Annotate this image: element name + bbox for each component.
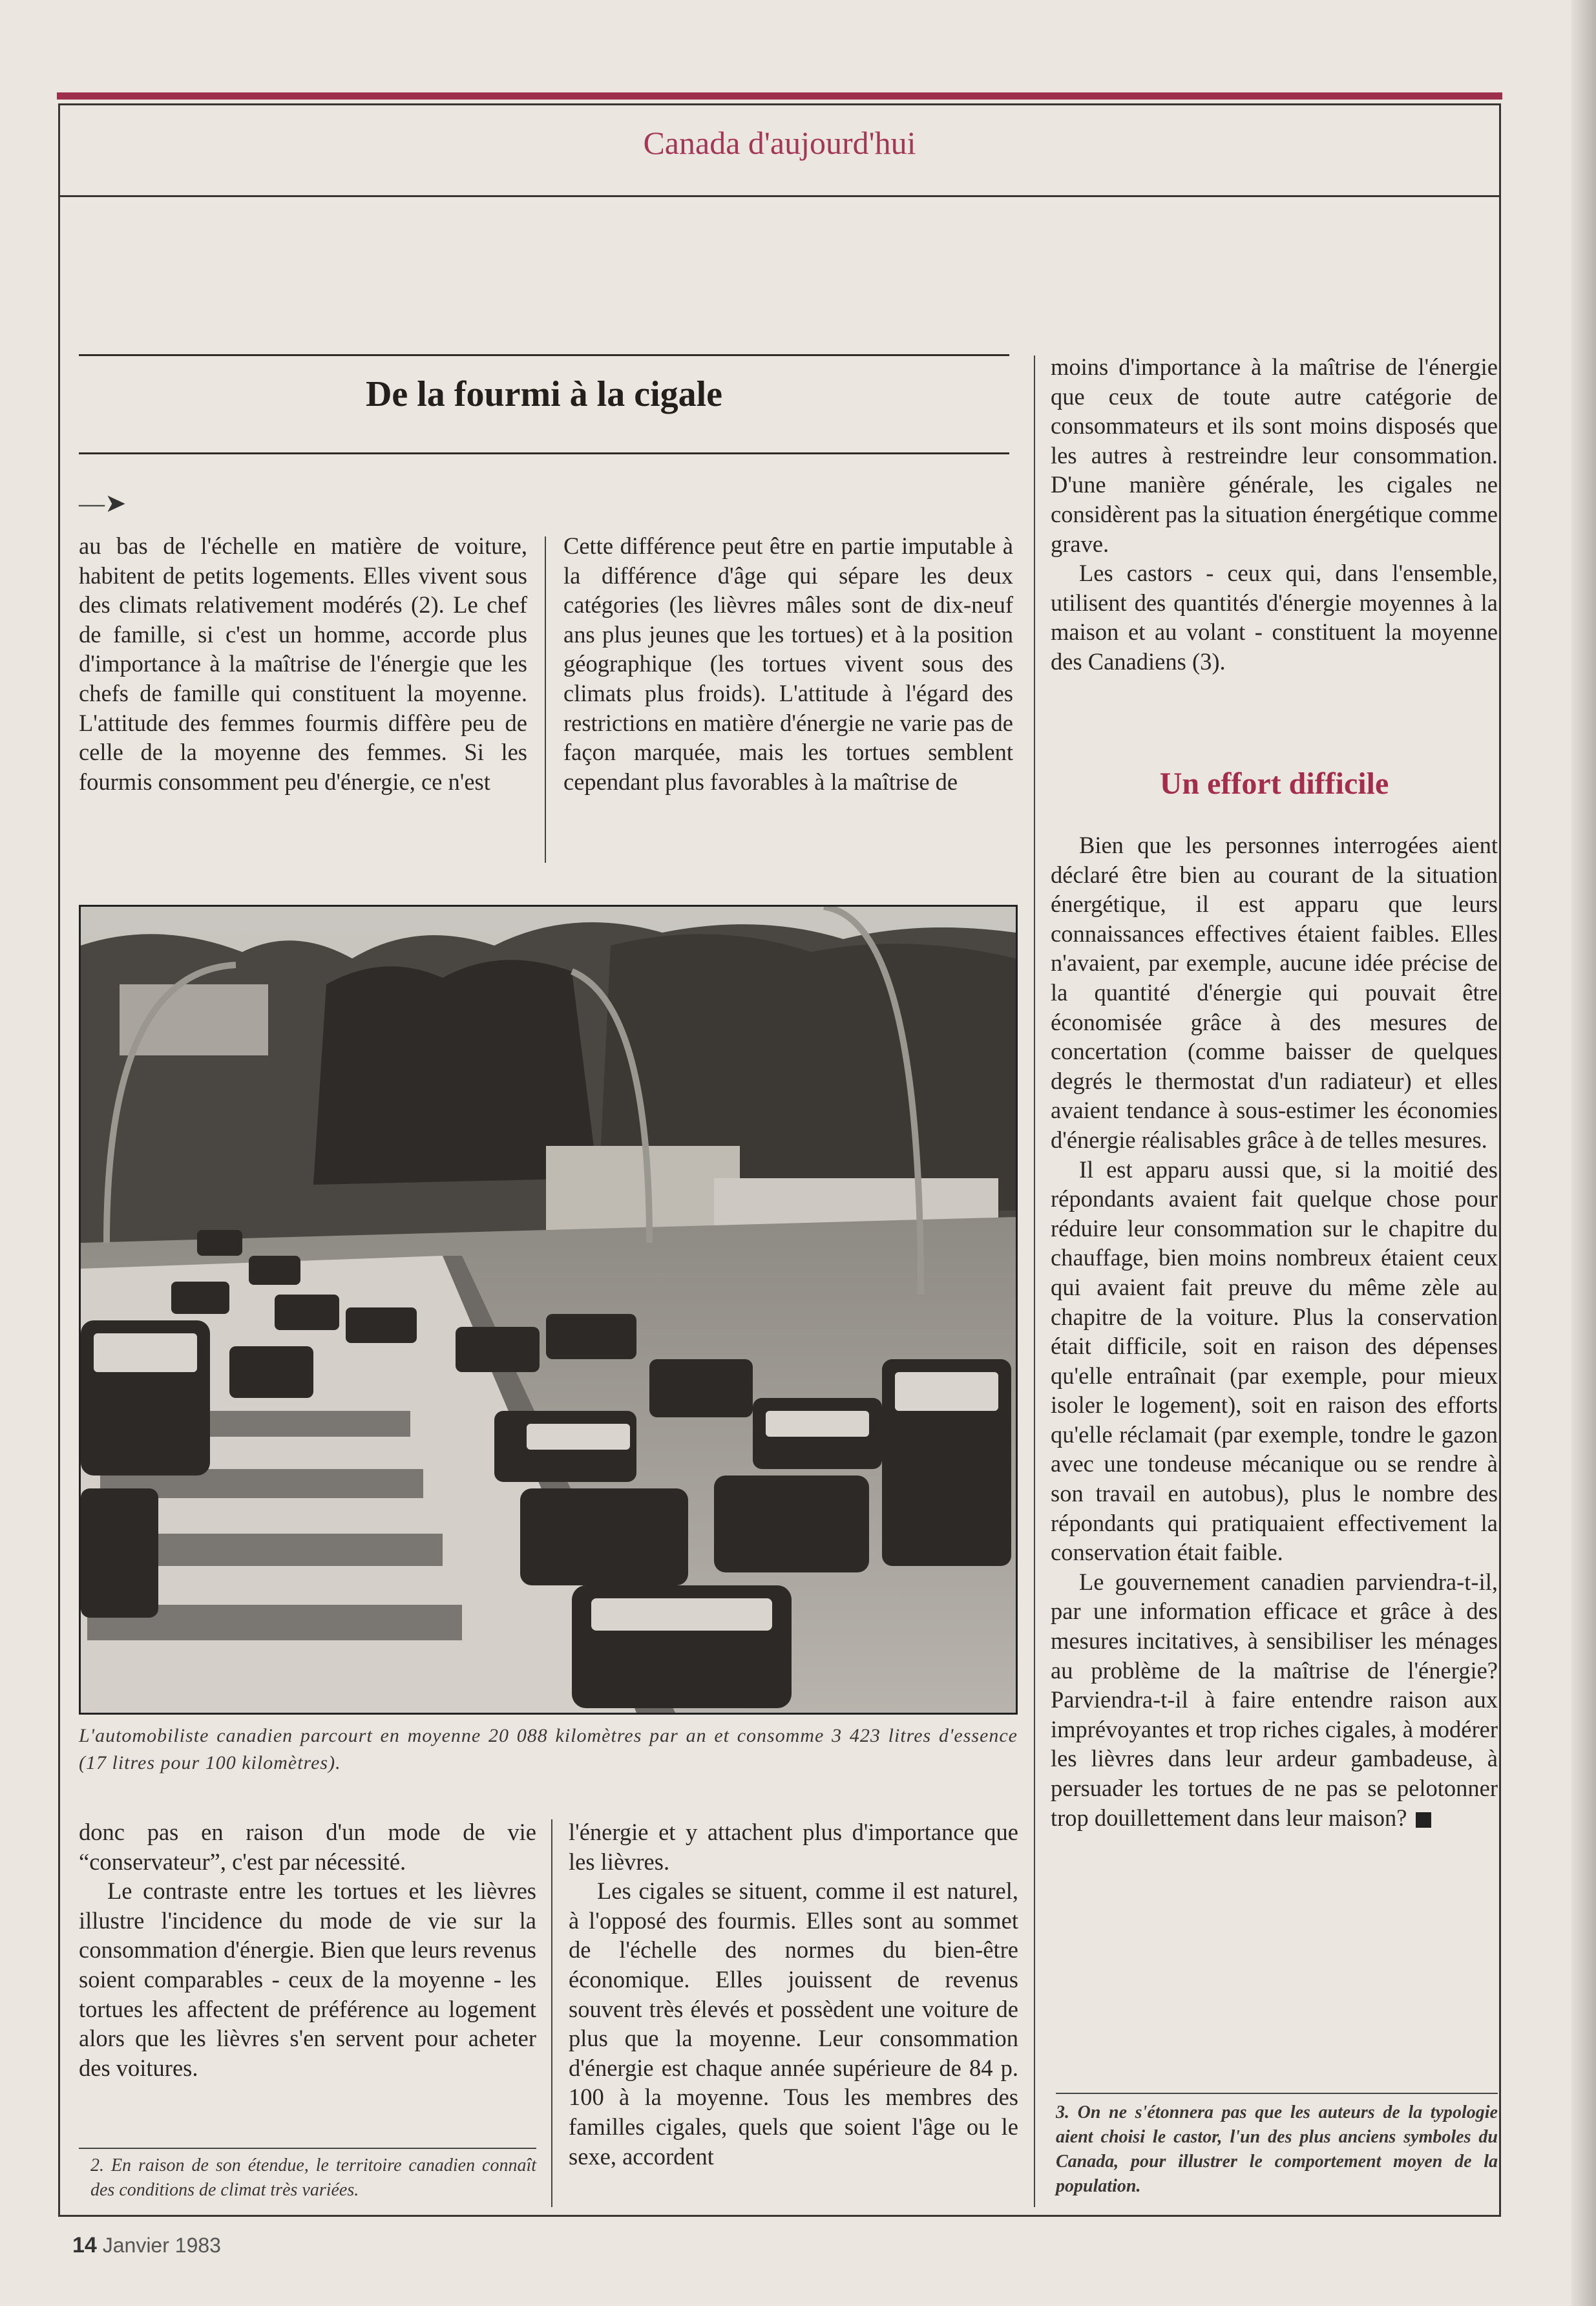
page-edge-shadow (1571, 0, 1596, 2306)
paragraph: Il est apparu aussi que, si la moitié des répondants avaient fait quelque chose pour réduire leur consommation sur le chapitre du chauffage, bien moins nombreux étaient ceux qui avaient fait preuve du même zèle au chapitre de la voiture. Plus la conservation était difficile, soit en raison des dépenses qu'elle entraînait (par exemple, pour mieux isoler le logement), soit en raison des efforts qu'elle réclamait (par exemple, tondre le gazon avec une tondeuse mécanique ou se rendre à son travail en autobus), plus le nombre des répondants qui pratiquaient effectivement la conservation était faible. (1051, 1156, 1498, 1566)
title-rule-bottom (79, 452, 1009, 454)
footnote-rule (1056, 2093, 1498, 2094)
column-divider (545, 536, 546, 863)
column-3-lower (1051, 830, 1498, 1832)
column-divider (551, 1819, 552, 2207)
title-rule-top (79, 354, 1009, 356)
paragraph: Le contraste entre les tortues et les lièvres illustre l'incidence du mode de vie sur la consommation d'énergie. Bien que leurs revenus soient comparables - ceux de la moyenne - les tortues les affectent de préférence au logement alors que les lièvres s'en servent pour acheter des voitures. (79, 1878, 536, 2081)
paragraph: Les castors - ceux qui, dans l'ensemble, utilisent des quantités d'énergie moyennes à la maison et au volant - constituent la moyenne des Canadiens (3). (1051, 560, 1498, 675)
footnote-2: 2. En raison de son étendue, le territoire canadien connaît des conditions de climat très variées. (90, 2155, 536, 2200)
column-3-upper (1051, 352, 1498, 677)
paragraph: Les cigales se situent, comme il est naturel, à l'opposé des fourmis. Elles sont au sommet de l'échelle des normes du bien-être économique. Elles jouissent de revenus souvent très élevés et possèdent une voiture de plus que la moyenne. Leur consommation d'énergie est chaque année supérieure de 84 p. 100 à la moyenne. Tous les membres des familles cigales, quels que soient l'âge ou le sexe, accordent (569, 1878, 1018, 2170)
continuation-arrow: —➤ (79, 489, 127, 518)
paragraph: au bas de l'échelle en matière de voiture, habitent de petits logements. Elles vivent sous des climats relativement modérés (2). Le chef de famille, si c'est un homme, accorde plus d'importance à la maîtrise de l'énergie que les chefs de famille qui constituent la moyenne. L'attitude des femmes fourmis diffère peu de celle de la moyenne des femmes. Si les fourmis consomment peu d'énergie, ce n'est (79, 533, 527, 795)
footnote-3: 3. On ne s'étonnera pas que les auteurs de la typologie aient choisi le castor, l'un des plus anciens symboles du Canada, pour illustrer le comportement moyen de la population. (1056, 2102, 1498, 2196)
header-divider (58, 195, 1501, 197)
top-accent-rule (57, 92, 1502, 100)
footnote-rule (79, 2148, 536, 2149)
paragraph: Cette différence peut être en partie imputable à la différence d'âge qui sépare les deux catégories (les lièvres mâles sont de dix-neuf ans plus jeunes que les tortues) et à la position géographique (les tortues vivent sous des climats plus froids). L'attitude à l'égard des restrictions en matière d'énergie ne varie pas de façon marquée, mais les tortues semblent cependant plus favorables à la maîtrise de (563, 533, 1013, 795)
section-heading: Un effort difficile (1159, 767, 1389, 801)
end-of-article-mark (1416, 1812, 1431, 1828)
column-2-top (563, 531, 1013, 796)
article-title: De la fourmi à la cigale (365, 374, 723, 414)
column-1-bottom (79, 1817, 536, 2082)
paragraph: l'énergie et y attachent plus d'importance que les lièvres. (569, 1819, 1018, 1875)
paragraph: moins d'importance à la maîtrise de l'énergie que ceux de toute autre catégorie de consommateurs et ils sont moins disposés que les autres à restreindre leur consommation. D'une manière générale, les cigales ne considèrent pas la situation énergétique comme grave. (1051, 354, 1498, 557)
page-number: 14 (72, 2233, 97, 2258)
issue-date: Janvier 1983 (102, 2234, 221, 2257)
paragraph (1051, 1567, 1498, 1832)
column-1-top (79, 531, 527, 796)
photo-caption: L'automobiliste canadien parcourt en moyenne 20 088 kilomètres par an et consomme 3 423 litres d'essence (17 litres pour 100 kilomètres). (79, 1725, 1018, 1773)
paragraph: donc pas en raison d'un mode de vie “conservateur”, c'est par nécessité. (79, 1819, 536, 1875)
traffic-photo (79, 905, 1018, 1715)
column-divider (1034, 355, 1035, 2207)
paragraph: Bien que les personnes interrogées aient déclaré être bien au courant de la situation énergétique, il est apparu que leurs connaissances effectives étaient faibles. Elles n'avaient, par exemple, aucune idée précise de la quantité d'énergie qui pouvait être économisée grâce à des mesures de concertation (comme baisser de quelques degrés le thermostat d'un radiateur) et elles avaient tendance à sous-estimer les économies d'énergie réalisables grâce à de telles mesures. (1051, 832, 1498, 1153)
paragraph-text: Le gouvernement canadien parviendra-t-il, par une information efficace et grâce à des mesures incitatives, à sensibiliser les ménages au problème de la maîtrise de l'énergie? Parviendra-t-il à faire entendre raison aux imprévoyantes et trop riches cigales, à modérer les lièvres dans leur ardeur gambadeuse, à persuader les tortues de ne pas se pelotonner trop douillettement dans leur maison? (1051, 1568, 1498, 1831)
page-folio (72, 2233, 221, 2258)
traffic-jam-illustration (81, 907, 1016, 1713)
running-head: Canada d'aujourd'hui (643, 125, 916, 161)
column-2-bottom (569, 1817, 1018, 2171)
